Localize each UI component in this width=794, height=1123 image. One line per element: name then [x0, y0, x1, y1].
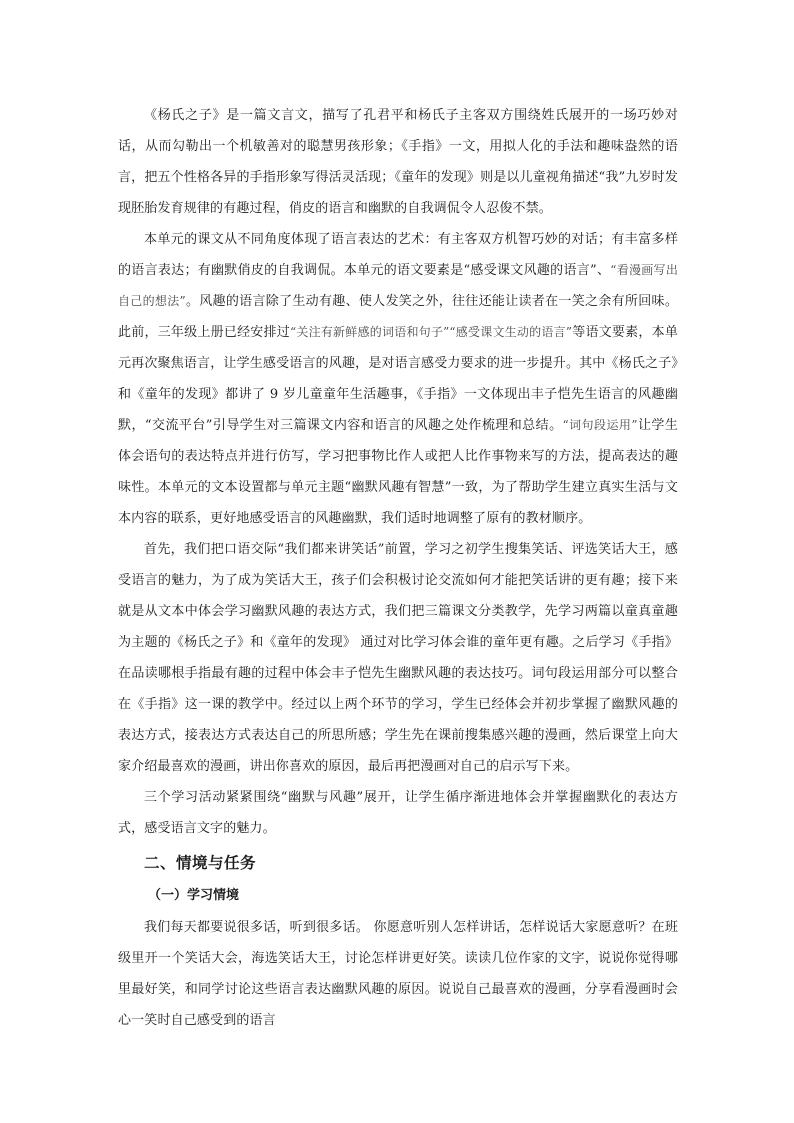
paragraph-text: 让学生体会语句的表达特点并进行仿写，学习把事物比作人或把人比作事物来写的方法，提高表达的趣味性。本单元的文本设置都与单元主题“幽默风趣有智慧”一致，为了帮助学生建立真实生活与文本内容的联系，更好地感受语言的风趣幽默，我们适时地调整了原有的教材顺序。	[118, 418, 678, 526]
paragraph-teaching-sequence: 首先，我们把口语交际“我们都来讲笑话”前置，学习之初学生搜集笑话、评选笑话大王，感受语言的魅力，为了成为笑话大王，孩子们会积极讨论交流如何才能把笑话讲的更有趣；接下来就是从文本中体会学习幽默风趣的表达方式，我们把三篇课文分类教学，先学习两篇以童真童趣为主题的《杨氏之子》和《童年的发现》 通过对比学习体会谁的童年更有趣。之后学习《手指》 在品读哪根手指最有趣的过程中体会丰子恺先生幽默风趣的表达技巧。词句段运用部分可以整合在《手指》这一课的教学中。经过以上两个环节的学习，学生已经体会并初步掌握了幽默风趣的表达方式，接表达方式表达自己的所思所感；学生先在课前搜集感兴趣的漫画，然后课堂上向大家介绍最喜欢的漫画，讲出你喜欢的原因，最后再把漫画对自己的启示写下来。	[118, 542, 678, 774]
paragraph-learning-activities: 三个学习活动紧紧围绕“幽默与风趣”展开，让学生循序渐进地体会并掌握幽默化的表达方式，感受语言文字的魅力。	[118, 790, 678, 836]
paragraph-unit-texts-intro: 《杨氏之子》是一篇文言文，描写了孔君平和杨氏子主客双方围绕姓氏展开的一场巧妙对话，从而勾勒出一个机敏善对的聪慧男孩形象；《手指》一文，用拟人化的手法和趣味盎然的语言，把五个性格各异的手指形象写得活灵活现；《童年的发现》则是以儿童视角描述“我”九岁时发现胚胎发育规律的有趣过程，俏皮的语言和幽默的自我调侃令人忍俊不禁。	[118, 108, 678, 216]
paragraph-unit-language-elements	[118, 224, 678, 534]
section-heading-context-and-tasks: 二、情境与任务	[144, 854, 257, 872]
paragraph-learning-context: 我们每天都要说很多话，听到很多话。 你愿意听别人怎样讲话，怎样说话大家愿意听？在班级里开一个笑话大会，海选笑话大王，讨论怎样讲更好笑。读读几位作家的文字，说说你觉得哪里最好笑，和同学讨论这些语言表达幽默风趣的原因。说说自己最喜欢的漫画，分享看漫画时会心一笑时自己感受到的语言	[118, 920, 678, 1028]
paragraph-text: 本单元的课文从不同角度体现了语言表达的艺术：有主客双方机智巧妙的对话；有丰富多样的语言表达；有幽默俏皮的自我调侃。本单元的语文要素是“感受课文风趣的语言”、	[118, 232, 678, 278]
document-body	[118, 100, 678, 1036]
subsection-heading-learning-context: （一）学习情境	[148, 888, 240, 903]
quoted-element: “看漫画写出自己的想法”	[118, 263, 678, 308]
quoted-element: “词句段运用”	[562, 418, 638, 432]
paragraph-text: 等语文要素，本单元再次聚焦语言，让学生感受语言的风趣，是对语言感受力要求的进一步提升。其中《杨氏之子》和《童年的发现》都讲了 9 岁儿童童年生活趣事，《手指》一文体现出丰子恺先生语言的风趣幽默，“交流平台”引导学生对三篇课文内容和语言的风趣之处作梳理和总结。	[118, 325, 679, 433]
paragraph-text: 。风趣的语言除了生动有趣、使人发笑之外，往往还能让读者在一笑之余有所回味。此前，三年级上册已经安排过	[118, 294, 678, 340]
quoted-element: “关注有新鲜感的词语和句子”“感受课文生动的语言”	[290, 325, 573, 339]
